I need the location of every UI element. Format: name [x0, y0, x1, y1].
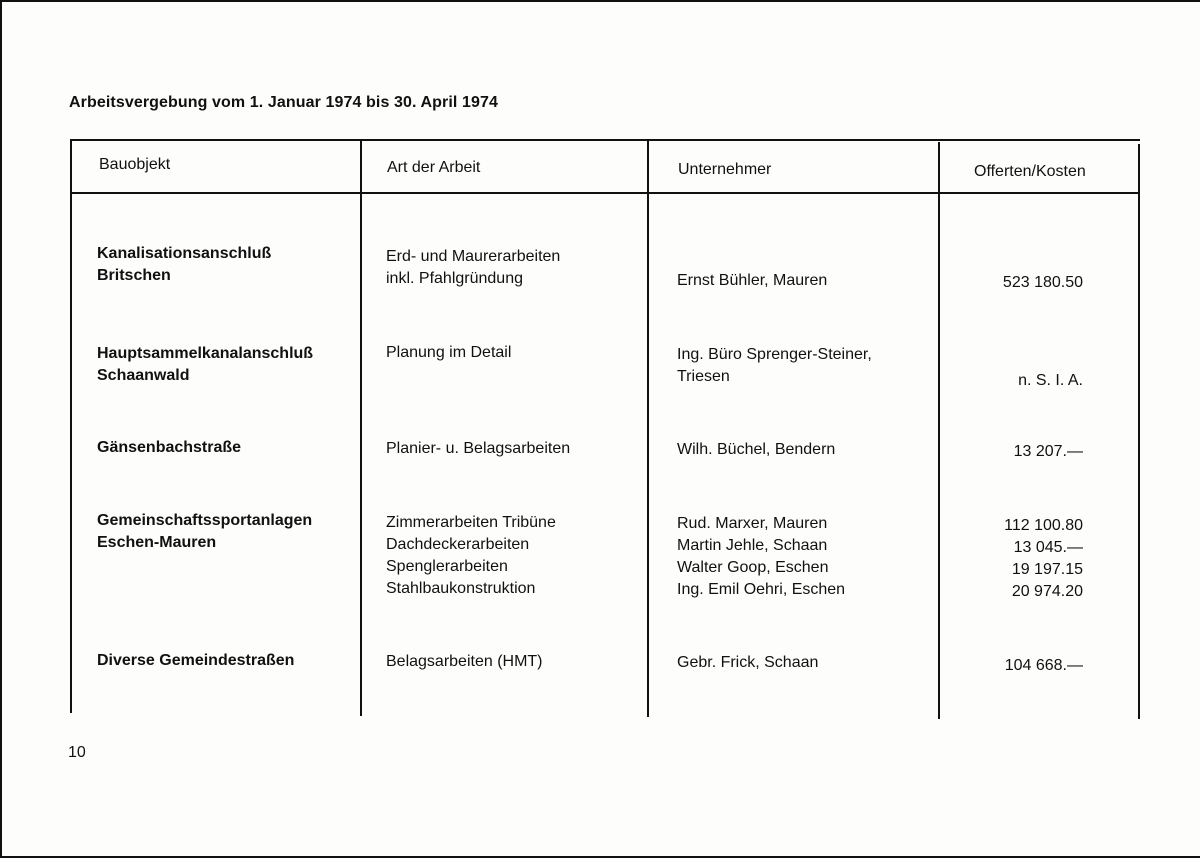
table-header-divider [70, 192, 1140, 194]
row-4-work: Zimmerarbeiten Tribüne Dachdeckerarbeiten Spenglerarbeiten Stahlbaukonstruktion [386, 514, 556, 597]
table-top-border [70, 139, 1140, 141]
row-5-object: Diverse Gemeindestraßen [97, 652, 295, 669]
column-divider-1 [360, 139, 362, 716]
page-title: Arbeitsvergebung vom 1. Januar 1974 bis 30. April 1974 [69, 94, 498, 111]
row-1-object: Kanalisationsanschluß Britschen [97, 245, 272, 284]
row-5-costs: 104 668.— [1004, 657, 1083, 674]
row-1-costs: 523 180.50 [1002, 274, 1083, 291]
column-divider-3 [938, 142, 940, 719]
row-2-contractor: Ing. Büro Sprenger-Steiner, Triesen [677, 346, 872, 385]
row-4-costs: 112 100.80 13 045.— 19 197.15 20 974.20 [1004, 517, 1083, 600]
header-offerten-kosten: Offerten/Kosten [974, 163, 1086, 180]
row-1-contractor: Ernst Bühler, Mauren [677, 272, 828, 289]
column-divider-2 [647, 140, 649, 717]
table-right-border [1138, 144, 1140, 719]
table-left-border [70, 139, 72, 713]
header-bauobjekt: Bauobjekt [99, 156, 171, 173]
row-2-work: Planung im Detail [386, 344, 512, 361]
row-5-work: Belagsarbeiten (HMT) [386, 653, 543, 670]
header-art-der-arbeit: Art der Arbeit [387, 159, 481, 176]
row-5-contractor: Gebr. Frick, Schaan [677, 654, 819, 671]
row-3-object: Gänsenbachstraße [97, 439, 242, 456]
page-number: 10 [68, 744, 86, 761]
row-3-costs: 13 207.— [1013, 443, 1083, 460]
row-4-contractor: Rud. Marxer, Mauren Martin Jehle, Schaan Walter Goop, Eschen Ing. Emil Oehri, Eschen [677, 515, 846, 598]
row-1-work: Erd- und Maurerarbeiten inkl. Pfahlgründung [386, 248, 561, 287]
header-unternehmer: Unternehmer [678, 161, 772, 178]
row-3-work: Planier- u. Belagsarbeiten [386, 440, 571, 457]
row-2-costs: n. S. I. A. [1018, 372, 1083, 389]
row-3-contractor: Wilh. Büchel, Bendern [677, 441, 836, 458]
row-4-object: Gemeinschaftssportanlagen Eschen-Mauren [97, 512, 313, 551]
row-2-object: Hauptsammelkanalanschluß Schaanwald [97, 345, 314, 384]
